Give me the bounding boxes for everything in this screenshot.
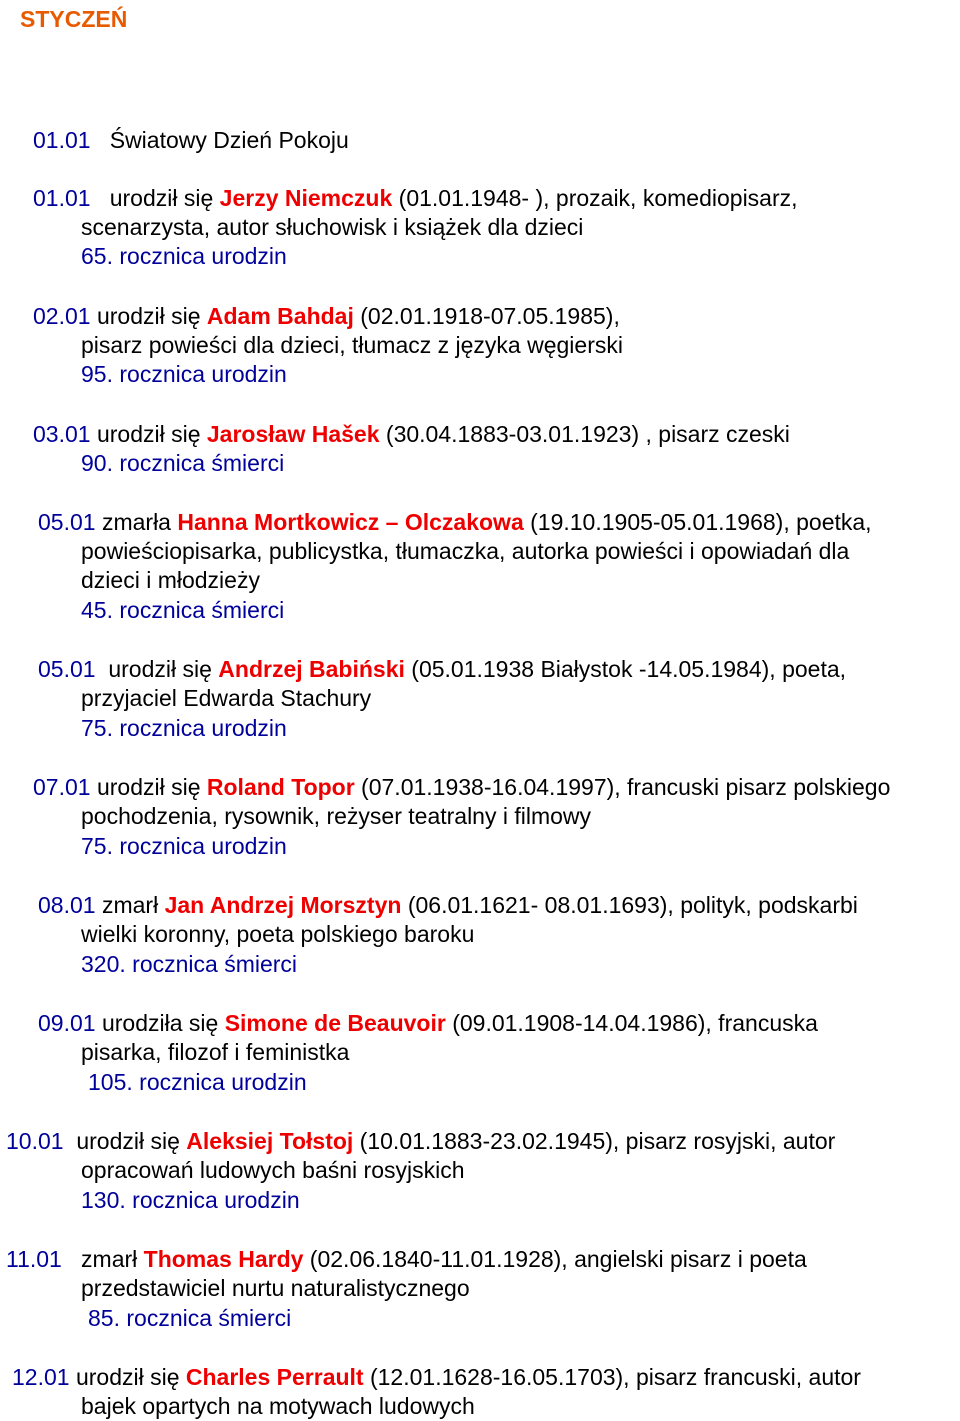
entry-5-anniversary: 45. rocznica śmierci [81,597,285,623]
entry-10-anniversary: 130. rocznica urodzin [81,1187,300,1213]
entry-date: 01.01 [33,127,91,153]
entry-3-anniversary: 95. rocznica urodzin [81,361,287,387]
person-name: Simone de Beauvoir [224,1010,446,1036]
entry-details: (01.01.1948- ), prozaik, komediopisarz, [392,185,798,211]
entry-12-line2: bajek opartych na motywach ludowych [81,1393,475,1419]
entry-date: 05.01 [38,509,96,535]
entry-verb: urodził się [96,774,201,800]
entry-10 [6,1127,835,1155]
entry-2-line2: scenarzysta, autor słuchowisk i książek dla dzieci [81,214,584,240]
entry-6-line2: przyjaciel Edwarda Stachury [81,685,372,711]
entry-verb: zmarł [81,1246,138,1272]
entry-5 [38,508,872,536]
person-name: Thomas Hardy [143,1246,304,1272]
person-name: Aleksiej Tołstoj [186,1128,354,1154]
entry-1 [33,126,349,154]
entry-9-anniversary: 105. rocznica urodzin [88,1069,307,1095]
entry-verb: zmarł [101,892,159,918]
entry-details: (19.10.1905-05.01.1968), poetka, [523,509,872,535]
entry-11-anniversary: 85. rocznica śmierci [88,1305,292,1331]
entry-8 [38,891,858,919]
entry-2 [33,184,798,212]
entry-7-anniversary: 75. rocznica urodzin [81,833,287,859]
entry-3 [33,302,620,330]
entry-verb: urodził się [75,1364,180,1390]
entry-date: 05.01 [38,656,96,682]
entry-3-line2: pisarz powieści dla dzieci, tłumacz z języka węgierski [81,332,623,358]
entry-verb: zmarła [101,509,171,535]
entry-verb: urodził się [109,185,214,211]
person-name: Roland Topor [206,774,355,800]
entry-verb: urodził się [96,303,201,329]
entry-8-line2: wielki koronny, poeta polskiego baroku [81,921,475,947]
entry-details: (12.01.1628-16.05.1703), pisarz francuski, autor [363,1364,861,1390]
entry-date: 03.01 [33,421,91,447]
entry-date: 02.01 [33,303,91,329]
entry-details: (06.01.1621- 08.01.1693), polityk, podskarbi [401,892,858,918]
entry-2-anniversary: 65. rocznica urodzin [81,243,287,269]
entry-11-line2: przedstawiciel nurtu naturalistycznego [81,1275,470,1301]
entry-5-line2: powieściopisarka, publicystka, tłumaczka, autorka powieści i opowiadań dla [81,538,850,564]
person-name: Hanna Mortkowicz – Olczakowa [177,509,524,535]
person-name: Adam Bahdaj [206,303,354,329]
person-name: Charles Perrault [185,1364,364,1390]
entry-6 [38,655,846,683]
entry-4-anniversary: 90. rocznica śmierci [81,450,285,476]
entry-details: (05.01.1938 Białystok -14.05.1984), poeta, [404,656,847,682]
entry-verb: urodził się [96,421,201,447]
entry-11 [6,1245,807,1273]
entry-verb: urodził się [76,1128,180,1154]
entry-details: (02.06.1840-11.01.1928), angielski pisarz i poeta [303,1246,807,1272]
entry-12 [12,1363,861,1391]
entry-date: 09.01 [38,1010,96,1036]
entry-4 [33,420,790,448]
entry-7 [33,773,890,801]
entry-date: 10.01 [6,1128,64,1154]
entry-details: (30.04.1883-03.01.1923) , pisarz czeski [379,421,790,447]
entry-10-line2: opracowań ludowych baśni rosyjskich [81,1157,465,1183]
entry-8-anniversary: 320. rocznica śmierci [81,951,298,977]
entry-7-line2: pochodzenia, rysownik, reżyser teatralny i filmowy [81,803,592,829]
entry-details: (02.01.1918-07.05.1985), [353,303,620,329]
entry-details: (09.01.1908-14.04.1986), francuska [445,1010,818,1036]
entry-6-anniversary: 75. rocznica urodzin [81,715,287,741]
entry-date: 08.01 [38,892,96,918]
entry-verb: urodził się [108,656,212,682]
entry-date: 01.01 [33,185,91,211]
person-name: Andrzej Babiński [218,656,405,682]
entry-9-line2: pisarka, filozof i feministka [81,1039,350,1065]
entry-details: (07.01.1938-16.04.1997), francuski pisarz polskiego [354,774,891,800]
person-name: Jarosław Hašek [206,421,380,447]
entry-title: Światowy Dzień Pokoju [109,127,349,153]
entry-5-line3: dzieci i młodzieży [81,567,260,593]
month-title: STYCZEŃ [20,6,128,32]
entry-verb: urodziła się [101,1010,219,1036]
entry-9 [38,1009,818,1037]
entry-date: 12.01 [12,1364,70,1390]
entry-date: 11.01 [6,1246,62,1272]
person-name: Jerzy Niemczuk [219,185,393,211]
entry-date: 07.01 [33,774,91,800]
entry-details: (10.01.1883-23.02.1945), pisarz rosyjski, autor [353,1128,836,1154]
person-name: Jan Andrzej Morsztyn [164,892,402,918]
